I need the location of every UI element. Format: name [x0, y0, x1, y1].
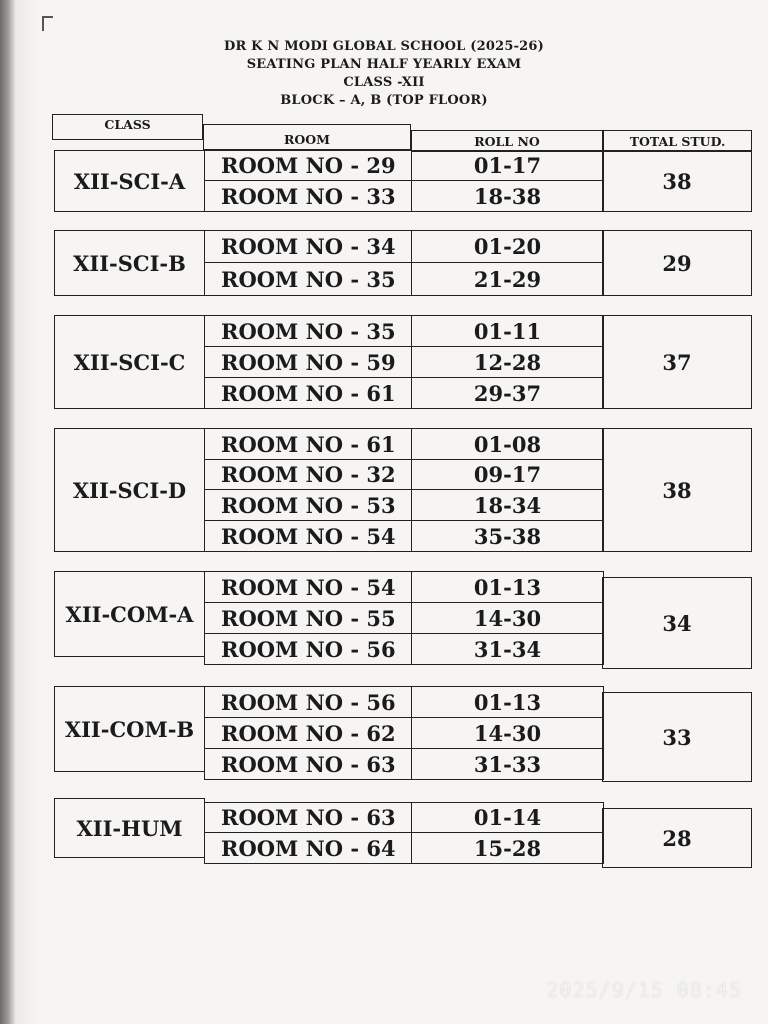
corner-mark [42, 16, 53, 31]
roll-cell: 14-30 [411, 602, 604, 634]
room-cell: ROOM NO - 32 [204, 459, 412, 490]
room-cell: ROOM NO - 56 [204, 686, 412, 718]
roll-cell: 18-38 [411, 180, 604, 212]
class-name: XII-HUM [54, 798, 205, 858]
plan-title: SEATING PLAN HALF YEARLY EXAM [246, 57, 522, 72]
table-row [204, 520, 603, 552]
table-row [204, 489, 603, 521]
total-students: 29 [602, 230, 752, 296]
table-row [204, 377, 603, 409]
room-cell: ROOM NO - 63 [204, 802, 412, 833]
table-row [204, 571, 603, 603]
table-row [204, 633, 603, 665]
class-name: XII-SCI-A [54, 150, 205, 212]
class-name: XII-COM-A [54, 571, 205, 657]
column-header-total: TOTAL STUD. [603, 130, 752, 152]
roll-cell: 15-28 [411, 832, 604, 864]
room-cell: ROOM NO - 33 [204, 180, 412, 212]
table-row [204, 717, 603, 749]
room-cell: ROOM NO - 61 [204, 377, 412, 409]
total-students: 37 [602, 315, 752, 409]
class-name: XII-SCI-B [54, 230, 205, 296]
table-row [204, 230, 603, 263]
class-group [54, 315, 752, 409]
room-cell: ROOM NO - 59 [204, 346, 412, 378]
total-students: 34 [602, 577, 752, 669]
roll-cell: 31-34 [411, 633, 604, 665]
table-row [204, 180, 603, 212]
class-name: XII-SCI-D [54, 428, 205, 552]
class-name: XII-COM-B [54, 686, 205, 772]
room-cell: ROOM NO - 61 [204, 428, 412, 460]
column-header-room: ROOM [203, 124, 411, 150]
class-group [54, 798, 752, 868]
class-group [54, 230, 752, 296]
table-row [204, 802, 603, 833]
room-cell: ROOM NO - 53 [204, 489, 412, 521]
roll-cell: 21-29 [411, 262, 604, 296]
table-row [204, 748, 603, 780]
room-cell: ROOM NO - 54 [204, 520, 412, 552]
room-cell: ROOM NO - 62 [204, 717, 412, 749]
column-header-class: CLASS [52, 114, 203, 140]
table-row [204, 315, 603, 347]
roll-cell: 31-33 [411, 748, 604, 780]
roll-cell: 01-20 [411, 230, 604, 263]
roll-cell: 01-08 [411, 428, 604, 460]
total-students: 38 [602, 150, 752, 212]
roll-cell: 12-28 [411, 346, 604, 378]
roll-cell: 35-38 [411, 520, 604, 552]
roll-cell: 01-13 [411, 686, 604, 718]
roll-cell: 29-37 [411, 377, 604, 409]
school-name: DR K N MODI GLOBAL SCHOOL (2025-26) [223, 39, 545, 54]
table-row [204, 832, 603, 864]
class-group [54, 122, 752, 212]
room-cell: ROOM NO - 35 [204, 262, 412, 296]
class-title: CLASS -XII [343, 75, 425, 90]
table-row [204, 459, 603, 490]
total-students: 38 [602, 428, 752, 552]
table-row [204, 428, 603, 460]
class-group [54, 686, 752, 782]
room-cell: ROOM NO - 34 [204, 230, 412, 263]
roll-cell: 18-34 [411, 489, 604, 521]
roll-cell: 01-14 [411, 802, 604, 833]
table-row [204, 686, 603, 718]
class-name: XII-SCI-C [54, 315, 205, 409]
column-header-roll: ROLL NO [411, 130, 603, 152]
room-cell: ROOM NO - 63 [204, 748, 412, 780]
room-cell: ROOM NO - 55 [204, 602, 412, 634]
total-students: 33 [602, 692, 752, 782]
roll-cell: 09-17 [411, 459, 604, 490]
room-cell: ROOM NO - 35 [204, 315, 412, 347]
room-cell: ROOM NO - 64 [204, 832, 412, 864]
class-group [54, 428, 752, 552]
total-students: 28 [602, 808, 752, 868]
roll-cell: 14-30 [411, 717, 604, 749]
table-row [204, 602, 603, 634]
document-header [0, 38, 768, 110]
table-row [204, 262, 603, 296]
roll-cell: 01-13 [411, 571, 604, 603]
photo-timestamp: 2025/9/15 08:45 [546, 978, 742, 1002]
room-cell: ROOM NO - 54 [204, 571, 412, 603]
table-row [204, 150, 603, 181]
roll-cell: 01-11 [411, 315, 604, 347]
room-cell: ROOM NO - 29 [204, 150, 412, 181]
room-cell: ROOM NO - 56 [204, 633, 412, 665]
table-row [204, 346, 603, 378]
roll-cell: 01-17 [411, 150, 604, 181]
block-title: BLOCK – A, B (TOP FLOOR) [280, 93, 488, 108]
class-group [54, 571, 752, 666]
